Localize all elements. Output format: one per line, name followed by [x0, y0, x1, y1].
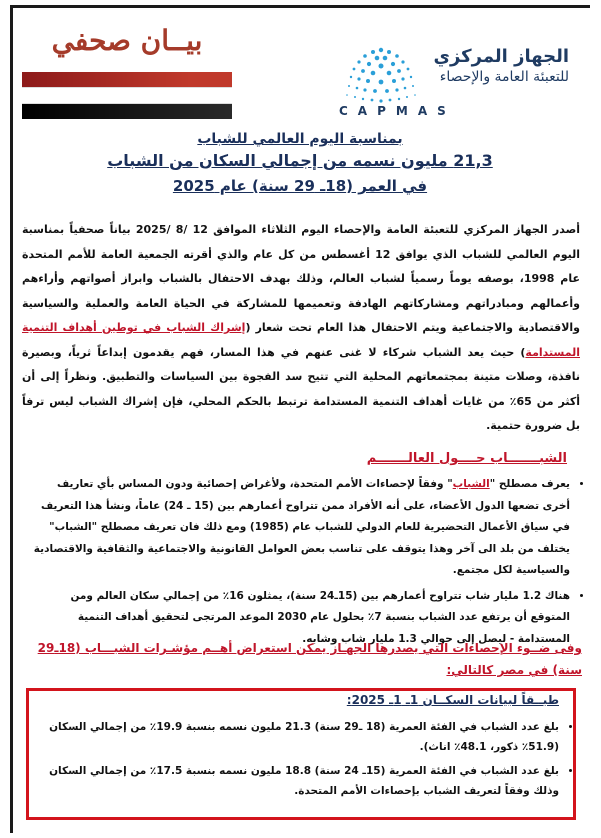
world-youth-list [30, 474, 584, 654]
page-frame-top [10, 5, 590, 8]
flag-white-stripe [22, 87, 232, 104]
bullet1-text-a: يعرف مصطلح " [489, 478, 570, 490]
page-frame-left [10, 5, 13, 833]
title-headline: 21,3 مليون نسمه من إجمالي السكان من الشباب [107, 151, 493, 170]
section-heading-world-youth: الشبـــــــاب حــــول العالـــــــم [366, 451, 567, 466]
press-release-title: بيــان صحفي [51, 24, 203, 57]
population-data-list [39, 717, 573, 805]
title-age-year: في العمر (18ـ 29 سنة) عام 2025 [172, 177, 428, 195]
intro-paragraph [22, 218, 580, 439]
slogan-highlight: إشراك الشباب في توطين أهداف التنمية المستدامة [22, 321, 580, 359]
egypt-flag-banner [22, 72, 232, 117]
org-latin-name: CAPMAS [339, 104, 456, 118]
dot-globe-icon [337, 44, 425, 104]
capmas-logo [319, 38, 569, 128]
org-name-line2: للتعبئة العامة والإحصاء [439, 69, 569, 85]
intro-text-part2: ) حيث يعد الشباب شركاء لا غنى عنهم في هذا المسار، فهم يقدمون إبداعاً ثرياً، وبصيرة نافذة، وصلات متينة بمجتمعاتهم المحلية التي تتيح سد الفجوة بين السياسات والتطبيق. ونظراً إلى أن أكثر من 65٪ من غايات أهداف التنمية المستدامة ترتبط بالحكم المحلي، فإن إشراك الشباب ليس ترفاً بل ضرورة حتمية. [22, 345, 581, 432]
egypt-indicators-intro: وفى ضــوء الإحصاءات التي يصدرها الجهـاز يمكن استعراض أهــم مؤشـرات الشبـــاب (18ـ29 سنة) في مصر كالتالي: [37, 641, 582, 677]
list-item: • بلغ عدد الشباب في الفئة العمرية (15ـ 24 سنة) 18.8 مليون نسمه بنسبة 17.5٪ من إجمالي السكان وذلك وفقاً لتعريف الشباب بإحصاءات الأمم المتحدة. [39, 761, 559, 801]
list-item: • هناك 1.2 مليار شاب تتراوح أعمارهم بين (15ـ24 سنة)، يمثلون 16٪ من إجمالي سكان العالم ومن المتوقع أن يرتفع عدد الشباب بنسبة 7٪ بحلول عام 2030 الموعد المرتجى لتحقيق أهداف التنمية المستدامة - ليصل إلى حوالي 1.3 مليار شاب وشابه. [30, 586, 570, 651]
org-name-line1: الجهاز المركزي [433, 46, 569, 67]
bullet1-text-b: " وفقاً لإحصاءات الأمم المتحدة، ولأغراض إحصائية ودون المساس بأي تعاريف أخرى تضعها الدول الأعضاء، على أنه الأفراد ممن تتراوح أعمارهم بين (15 ـ 24) عاماً، ونشأ هذا التعريف في سياق الأعمال التحضيرية للعام الدولي للشباب عام (1985) ومع ذلك فان تعريف مصطلح "الشباب" يختلف من بلد الى آخر وهذا يتوقف على تناسب بعض العوامل القانونية والاجتماعية والثقافية والاقتصادية والسياسية لكل مجتمع. [33, 478, 570, 576]
flag-red-stripe [22, 72, 232, 87]
title-occasion: بمناسبة اليوم العالمي للشباب [197, 131, 403, 147]
population-data-box [26, 688, 576, 820]
intro-text-part1: أصدر الجهاز المركزي للتعبئة العامة والإحصاء اليوم الثلاثاء الموافق 12 /8 /2025 بياناً صحفياً بمناسبة اليوم العالمي للشباب الذي يوافق 12 أغسطس من كل عام والذي أقرته الجمعية العامة للأمم المتحدة عام 1998، بوصفه يوماً رسمياً لشباب العالم، وذلك بهدف الاحتفال بالشباب وابراز أصواتهم وأراءهم وأعمالهم ومبادراتهم ومشاركاتهم الهادفة وتعميمها للمشاركة في الحياة العامة والعملية والسياسية والاقتصادية والاجتماعية ويتم الاحتفال هذا العام تحت شعار ( [22, 223, 580, 334]
list-item: • بلغ عدد الشباب في الفئة العمرية (18 ـ29 سنة) 21.3 مليون نسمه بنسبة 19.9٪ من إجمالي السكان (51.9٪ ذكور، 48.1٪ اناث). [39, 717, 559, 757]
population-data-heading: طبــقاً لبيانات السكــان 1ـ 1ـ 2025: [346, 693, 559, 707]
youth-term-highlight: الشباب [452, 478, 490, 490]
flag-black-stripe [22, 104, 232, 119]
list-item [30, 474, 570, 582]
logo-text [429, 46, 569, 86]
